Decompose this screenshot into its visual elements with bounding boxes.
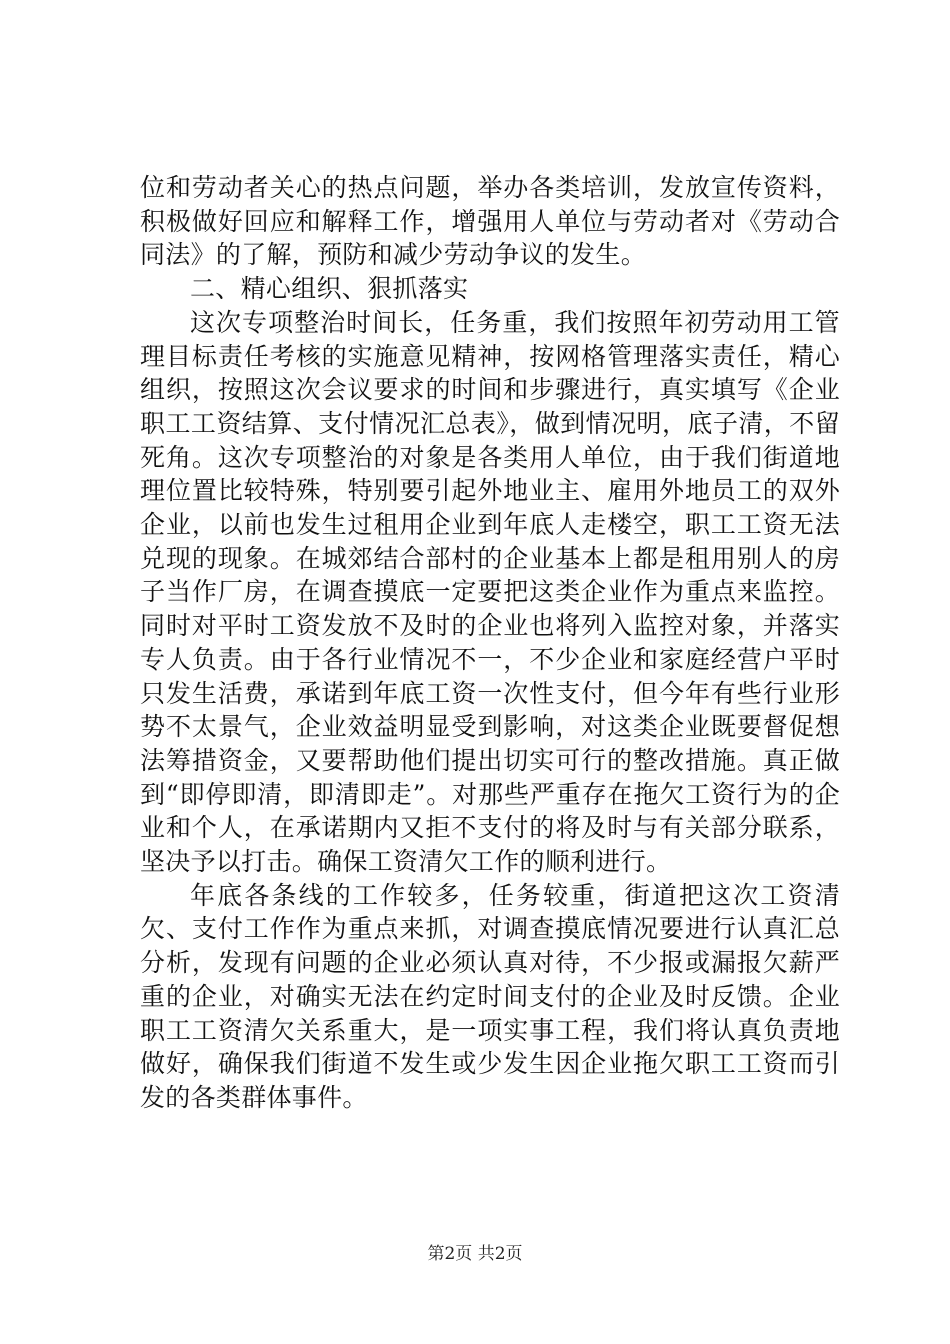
paragraph-body: 年底各条线的工作较多，任务较重，街道把这次工资清欠、支付工作作为重点来抓，对调查摸底情况要进行认真汇总分析，发现有问题的企业必须认真对待，不少报或漏报欠薪严重的企业，对确实无法在约定时间支付的企业及时反馈。企业职工工资清欠关系重大，是一项实事工程，我们将认真负责地做好，确保我们街道不发生或少发生因企业拖欠职工工资而引发的各类群体事件。	[140, 880, 840, 1112]
paragraph-body: 这次专项整治时间长，任务重，我们按照年初劳动用工管理目标责任考核的实施意见精神，按网格管理落实责任，精心组织，按照这次会议要求的时间和步骤进行，真实填写《企业职工工资结算、支付情况汇总表》，做到情况明，底子清，不留死角。这次专项整治的对象是各类用人单位，由于我们街道地理位置比较特殊，特别要引起外地业主、雇用外地员工的双外企业，以前也发生过租用企业到年底人走楼空，职工工资无法兑现的现象。在城郊结合部村的企业基本上都是租用别人的房子当作厂房，在调查摸底一定要把这类企业作为重点来监控。同时对平时工资发放不及时的企业也将列入监控对象，并落实专人负责。由于各行业情况不一，不少企业和家庭经营户平时只发生活费，承诺到年底工资一次性支付，但今年有些行业形势不太景气，企业效益明显受到影响，对这类企业既要督促想法筹措资金，又要帮助他们提出切实可行的整改措施。真正做到“即停即清，即清即走”。对那些严重存在拖欠工资行为的企业和个人，在承诺期内又拒不支付的将及时与有关部分联系，坚决予以打击。确保工资清欠工作的顺利进行。	[140, 307, 840, 877]
document-body	[140, 171, 840, 1115]
page-number-footer: 第2页 共2页	[427, 1244, 523, 1264]
section-heading: 二、精心组织、狠抓落实	[190, 274, 469, 304]
paragraph-continuation: 位和劳动者关心的热点问题，举办各类培训，发放宣传资料，积极做好回应和解释工作，增强用人单位与劳动者对《劳动合同法》的了解，预防和减少劳动争议的发生。	[140, 173, 840, 270]
